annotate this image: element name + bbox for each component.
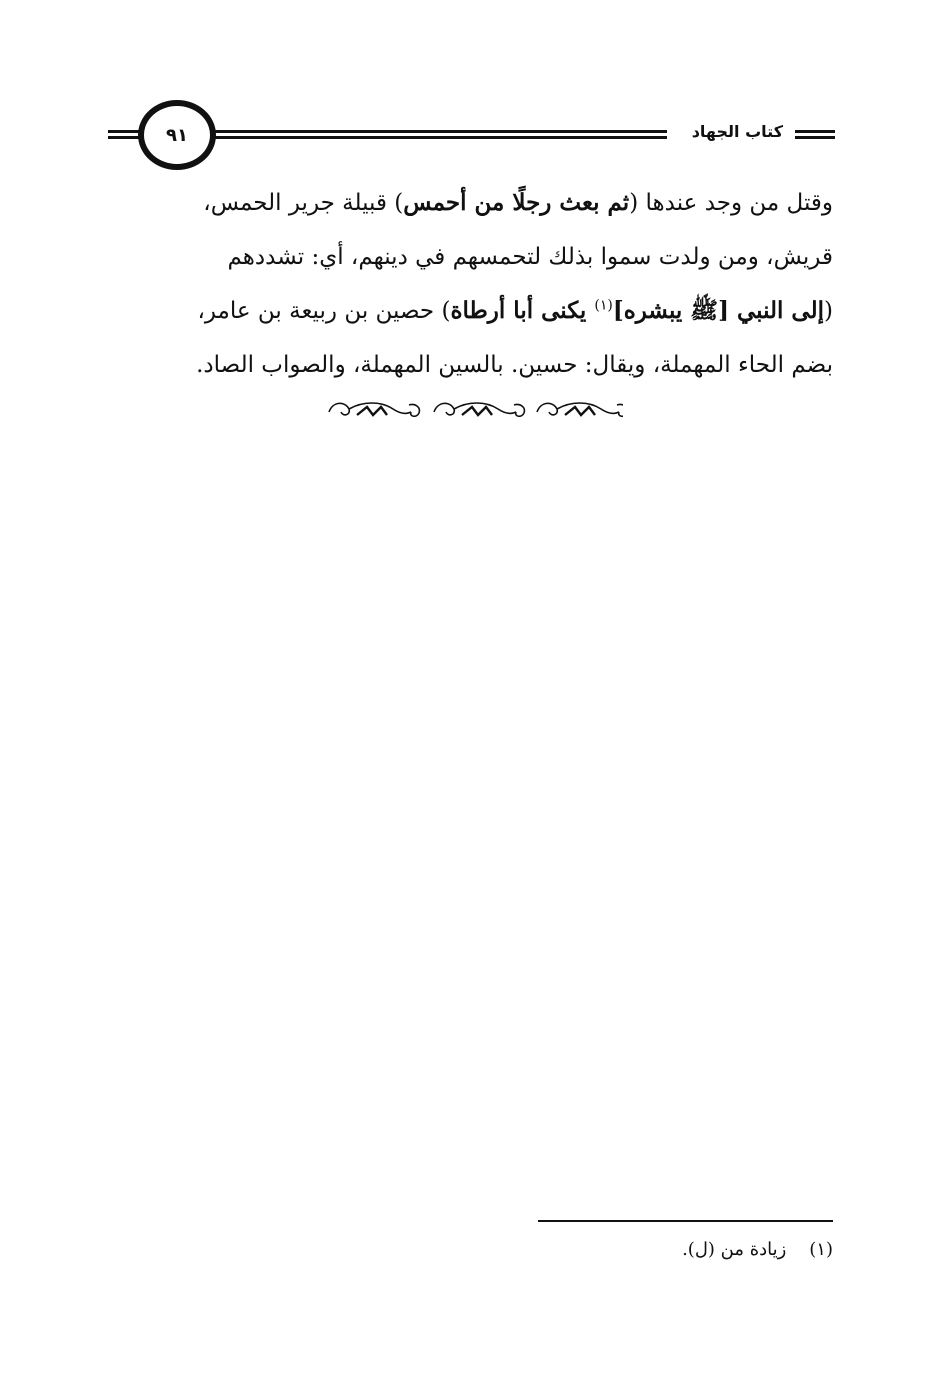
body-line [110, 338, 833, 392]
running-title: كتاب الجهاد [686, 122, 789, 142]
text-span: ) حصين بن ربيعة بن عامر، [197, 298, 451, 324]
body-line [110, 284, 833, 338]
footnote [538, 1236, 833, 1264]
text-span: ) قبيلة جرير الحمس، [203, 190, 404, 216]
bold-span: يكنى أبا أرطاة [450, 297, 595, 324]
footnote-separator [538, 1220, 833, 1222]
text-span: قريش، ومن ولدت سموا بذلك لتحمسهم في دينهم، أي: تشددهم [227, 244, 833, 270]
header-rule [795, 130, 835, 133]
header-rule [208, 136, 667, 139]
footnote-text: زيادة من (ل). [682, 1239, 787, 1260]
page-number-badge [138, 100, 216, 170]
page-number: ٩١ [166, 124, 188, 146]
footnote-marker: (١) [809, 1239, 833, 1260]
body-text [110, 176, 833, 392]
bold-span: إلى النبي [ﷺ يبشره] [612, 297, 825, 324]
body-line [110, 230, 833, 284]
header-rule [795, 136, 835, 139]
page-header [108, 96, 835, 176]
footnote-reference[interactable]: (١) [594, 297, 613, 314]
text-span: وقتل من وجد عندها ( [629, 190, 833, 216]
section-divider-ornament [323, 397, 623, 427]
body-line [110, 176, 833, 230]
text-span: ( [824, 298, 833, 324]
header-rule [208, 130, 667, 133]
text-span: بضم الحاء المهملة، ويقال: حسين. بالسين المهملة، والصواب الصاد. [196, 352, 833, 378]
bold-span: ثم بعث رجلًا من أحمس [403, 189, 630, 216]
